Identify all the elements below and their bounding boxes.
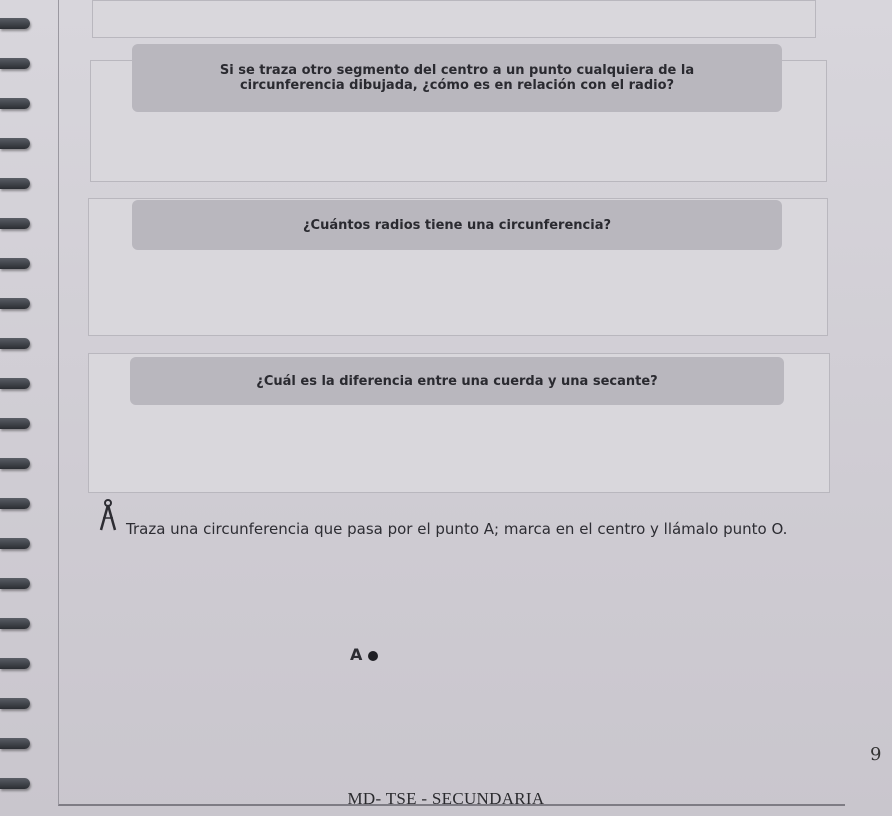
binding-ring <box>0 418 30 429</box>
binding-ring <box>0 778 30 789</box>
binding-ring <box>0 178 30 189</box>
point-a-label: A <box>350 645 363 664</box>
question-3 <box>130 357 784 405</box>
binding-ring <box>0 138 30 149</box>
binding-ring <box>0 698 30 709</box>
binding-ring <box>0 538 30 549</box>
binding-ring <box>0 98 30 109</box>
instruction-text: Traza una circunferencia que pasa por el punto A; marca en el centro y llámalo punto O. <box>126 520 788 538</box>
binding-ring <box>0 578 30 589</box>
spiral-binding <box>0 0 34 816</box>
binding-ring <box>0 18 30 29</box>
binding-ring <box>0 458 30 469</box>
question-1-text: Si se traza otro segmento del centro a un punto cualquiera de la circunferencia dibujada, ¿cómo es en relación con el radio? <box>219 63 695 93</box>
question-2 <box>132 200 782 250</box>
binding-ring <box>0 58 30 69</box>
binding-ring <box>0 738 30 749</box>
binding-ring <box>0 338 30 349</box>
question-2-text: ¿Cuántos radios tiene una circunferencia? <box>302 217 612 233</box>
question-3-text: ¿Cuál es la diferencia entre una cuerda y una secante? <box>256 373 658 389</box>
binding-ring <box>0 298 30 309</box>
binding-ring <box>0 618 30 629</box>
question-1 <box>132 44 782 112</box>
binding-ring <box>0 258 30 269</box>
page-number: 9 <box>870 744 882 765</box>
footer-text: MD- TSE - SECUNDARIA <box>347 789 545 808</box>
binding-ring <box>0 658 30 669</box>
binding-ring <box>0 218 30 229</box>
binding-ring <box>0 378 30 389</box>
answer-box-top <box>92 0 816 38</box>
binding-ring <box>0 498 30 509</box>
point-a-dot <box>368 651 378 661</box>
